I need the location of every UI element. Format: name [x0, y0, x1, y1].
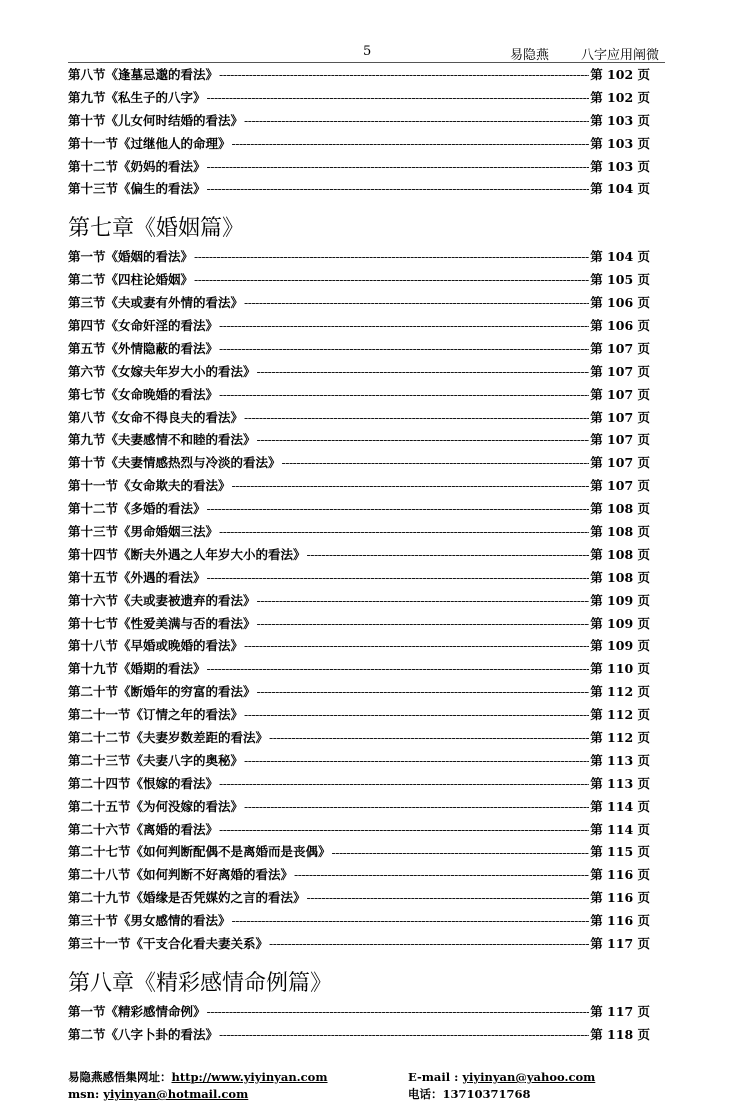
toc-entry[interactable]: [68, 635, 650, 658]
toc-entry-page: 第 107 页: [590, 432, 650, 448]
toc-entry-page: 第 109 页: [590, 615, 650, 631]
toc-entry[interactable]: [68, 681, 650, 704]
toc-entry-title: 第十一节《女命欺夫的看法》: [68, 478, 231, 494]
site-label: 易隐燕感悟集网址：: [68, 1070, 172, 1084]
toc-entry-title: 第十三节《男命婚姻三法》: [68, 524, 219, 540]
toc-entry-title: 第十八节《早婚或晚婚的看法》: [68, 638, 244, 654]
toc-entry[interactable]: [68, 796, 650, 819]
toc-entry-page: 第 110 页: [590, 661, 650, 677]
footer-left: [68, 1069, 328, 1103]
toc-entry[interactable]: [68, 750, 650, 773]
toc-entry[interactable]: [68, 269, 650, 292]
toc-entry-page: 第 113 页: [590, 752, 650, 768]
toc-entry-title: 第三节《夫或妻有外情的看法》: [68, 295, 244, 311]
toc-entry-title: 第九节《私生子的八字》: [68, 89, 206, 105]
dot-leader: [219, 773, 589, 796]
toc-entry-title: 第三十一节《干支合化看夫妻关系》: [68, 936, 269, 952]
toc-entry-page: 第 117 页: [590, 936, 650, 952]
toc-entry-title: 第六节《女嫁夫年岁大小的看法》: [68, 363, 256, 379]
toc-entry-title: 第二十八节《如何判断不好离婚的看法》: [68, 867, 294, 883]
toc-entry-page: 第 108 页: [590, 569, 650, 585]
toc-entry-title: 第十三节《偏生的看法》: [68, 181, 206, 197]
toc-entry-title: 第十二节《多婚的看法》: [68, 501, 206, 517]
toc-entry[interactable]: [68, 842, 650, 865]
dot-leader: [219, 64, 589, 87]
toc-entry-page: 第 117 页: [590, 1003, 650, 1019]
toc-entry[interactable]: [68, 910, 650, 933]
email-label: E-mail :: [408, 1070, 459, 1084]
toc-entry[interactable]: [68, 1001, 650, 1024]
toc-entry-page: 第 104 页: [590, 249, 650, 265]
toc-entry-title: 第九节《夫妻感情不和睦的看法》: [68, 432, 256, 448]
dot-leader: [244, 407, 589, 430]
dot-leader: [207, 658, 590, 681]
toc-entry-title: 第二十七节《如何判断配偶不是离婚而是丧偶》: [68, 844, 331, 860]
toc-entry[interactable]: [68, 613, 650, 636]
toc-entry-page: 第 108 页: [590, 546, 650, 562]
msn-link[interactable]: yiyinyan@hotmail.com: [103, 1087, 249, 1101]
dot-leader: [244, 292, 589, 315]
toc-entry[interactable]: [68, 933, 650, 956]
toc-entry-page: 第 114 页: [590, 798, 650, 814]
dot-leader: [194, 269, 589, 292]
toc-entry[interactable]: [68, 361, 650, 384]
dot-leader: [207, 498, 590, 521]
toc-entry-title: 第一节《精彩感情命例》: [68, 1003, 206, 1019]
toc-entry-title: 第十九节《婚期的看法》: [68, 661, 206, 677]
toc-entry-title: 第十二节《奶妈的看法》: [68, 158, 206, 174]
toc-entry[interactable]: [68, 864, 650, 887]
toc-entry[interactable]: [68, 110, 650, 133]
toc-entry-title: 第四节《女命奸淫的看法》: [68, 318, 219, 333]
dot-leader: [307, 544, 590, 567]
toc-entry-page: 第 112 页: [590, 707, 650, 723]
toc-entry-title: 第十四节《断夫外遇之人年岁大小的看法》: [68, 546, 306, 562]
page-header: [68, 38, 665, 63]
dot-leader: [207, 156, 590, 179]
toc-entry-page: 第 104 页: [590, 181, 650, 197]
toc-entry[interactable]: [68, 658, 650, 681]
dot-leader: [269, 727, 589, 750]
dot-leader: [219, 819, 589, 842]
dot-leader: [244, 796, 589, 819]
dot-leader: [232, 475, 590, 498]
msn-label: msn:: [68, 1087, 104, 1101]
dot-leader: [232, 910, 590, 933]
header-book-title: 八字应用阐微: [581, 48, 660, 63]
toc-entry[interactable]: [68, 727, 650, 750]
toc-entry-page: 第 103 页: [590, 112, 650, 128]
toc-entry-page: 第 102 页: [590, 66, 650, 82]
table-of-contents: [68, 64, 650, 1047]
toc-entry-title: 第二十一节《订情之年的看法》: [68, 707, 244, 723]
footer-right: [408, 1069, 595, 1103]
chapter-heading: 第七章《婚姻篇》: [68, 216, 245, 242]
toc-entry-title: 第二十四节《恨嫁的看法》: [68, 775, 219, 791]
toc-entry[interactable]: [68, 521, 650, 544]
toc-entry-title: 第八节《女命不得良夫的看法》: [68, 409, 244, 425]
dot-leader: [244, 704, 589, 727]
toc-entry-page: 第 107 页: [590, 409, 650, 425]
dot-leader: [244, 110, 589, 133]
toc-entry[interactable]: [68, 178, 650, 201]
toc-entry-page: 第 116 页: [590, 913, 650, 929]
toc-entry-page: 第 118 页: [590, 1026, 650, 1042]
toc-entry-page: 第 108 页: [590, 501, 650, 517]
toc-entry[interactable]: [68, 246, 650, 269]
dot-leader: [282, 452, 590, 475]
toc-entry[interactable]: [68, 407, 650, 430]
toc-entry-title: 第十一节《过继他人的命理》: [68, 135, 231, 151]
dot-leader: [194, 246, 589, 269]
toc-entry[interactable]: [68, 156, 650, 179]
toc-entry[interactable]: [68, 133, 650, 156]
dot-leader: [269, 933, 589, 956]
dot-leader: [219, 384, 589, 407]
toc-entry-page: 第 107 页: [590, 455, 650, 471]
toc-entry[interactable]: [68, 1024, 650, 1047]
toc-entry-title: 第二十六节《离婚的看法》: [68, 821, 219, 837]
dot-leader: [219, 521, 589, 544]
toc-entry-page: 第 115 页: [590, 844, 650, 860]
toc-entry[interactable]: [68, 384, 650, 407]
toc-entry-title: 第二十二节《夫妻岁数差距的看法》: [68, 730, 269, 746]
toc-entry[interactable]: [68, 567, 650, 590]
dot-leader: [257, 681, 590, 704]
dot-leader: [307, 887, 590, 910]
toc-entry[interactable]: [68, 498, 650, 521]
dot-leader: [244, 635, 589, 658]
dot-leader: [257, 429, 590, 452]
dot-leader: [207, 567, 590, 590]
toc-entry-title: 第十节《儿女何时结婚的看法》: [68, 112, 244, 128]
toc-entry-title: 第十六节《夫或妻被遗弃的看法》: [68, 592, 256, 608]
toc-entry[interactable]: [68, 590, 650, 613]
site-link[interactable]: http://www.yiyinyan.com: [171, 1070, 328, 1084]
toc-entry[interactable]: [68, 338, 650, 361]
toc-entry[interactable]: [68, 64, 650, 87]
toc-entry-page: 第 112 页: [590, 684, 650, 700]
toc-entry-page: 第 107 页: [590, 478, 650, 494]
chapter-heading: 第八章《精彩感情命例篇》: [68, 970, 333, 996]
dot-leader: [219, 315, 589, 338]
email-link[interactable]: yiyinyan@yahoo.com: [462, 1070, 596, 1084]
dot-leader: [244, 750, 589, 773]
toc-entry-page: 第 105 页: [590, 272, 650, 288]
toc-entry-page: 第 112 页: [590, 730, 650, 746]
toc-entry-title: 第二十三节《夫妻八字的奥秘》: [68, 752, 244, 768]
dot-leader: [232, 133, 590, 156]
toc-entry-page: 第 116 页: [590, 890, 650, 906]
toc-entry-title: 第一节《婚姻的看法》: [68, 249, 194, 265]
toc-entry[interactable]: [68, 292, 650, 315]
toc-entry-title: 第二十九节《婚缘是否凭媒妁之言的看法》: [68, 890, 306, 906]
dot-leader: [257, 590, 590, 613]
toc-entry[interactable]: [68, 704, 650, 727]
dot-leader: [207, 178, 590, 201]
toc-entry-title: 第二十五节《为何没嫁的看法》: [68, 798, 244, 814]
toc-entry-page: 第 107 页: [590, 386, 650, 402]
dot-leader: [294, 864, 589, 887]
toc-entry-page: 第 114 页: [590, 821, 650, 837]
toc-entry[interactable]: [68, 773, 650, 796]
toc-entry[interactable]: [68, 819, 650, 842]
header-author: 易隐燕: [510, 48, 550, 63]
dot-leader: [219, 1024, 589, 1047]
page-number: 5: [363, 44, 372, 59]
toc-entry-title: 第十七节《性爱美满与否的看法》: [68, 615, 256, 631]
dot-leader: [207, 87, 590, 110]
toc-entry-page: 第 103 页: [590, 135, 650, 151]
toc-entry[interactable]: [68, 887, 650, 910]
toc-entry[interactable]: [68, 544, 650, 567]
toc-entry-title: 第五节《外情隐蔽的看法》: [68, 340, 219, 356]
toc-entry[interactable]: [68, 475, 650, 498]
toc-entry[interactable]: [68, 452, 650, 475]
toc-entry-title: 第三十节《男女感情的看法》: [68, 913, 231, 929]
toc-entry-page: 第 102 页: [590, 89, 650, 105]
toc-entry-page: 第 108 页: [590, 524, 650, 540]
toc-entry-page: 第 103 页: [590, 158, 650, 174]
phone-number: 13710371768: [442, 1087, 531, 1101]
toc-entry[interactable]: [68, 87, 650, 110]
toc-entry-title: 第十节《夫妻情感热烈与冷淡的看法》: [68, 455, 281, 471]
toc-entry-title: 第七节《女命晚婚的看法》: [68, 386, 219, 402]
toc-entry-page: 第 113 页: [590, 775, 650, 791]
phone-label: 电话：: [408, 1087, 443, 1101]
dot-leader: [257, 361, 590, 384]
toc-entry-title: 第八节《逢墓忌邈的看法》: [68, 66, 219, 82]
toc-entry-page: 第 106 页: [590, 318, 650, 333]
toc-entry[interactable]: [68, 315, 650, 338]
dot-leader: [207, 1001, 590, 1024]
toc-entry-page: 第 106 页: [590, 295, 650, 311]
toc-entry-title: 第十五节《外遇的看法》: [68, 569, 206, 585]
dot-leader: [332, 842, 590, 865]
toc-entry-page: 第 107 页: [590, 363, 650, 379]
dot-leader: [219, 338, 589, 361]
toc-entry-page: 第 107 页: [590, 340, 650, 356]
toc-entry-title: 第二节《八字卜卦的看法》: [68, 1026, 219, 1042]
toc-entry-title: 第二节《四柱论婚姻》: [68, 272, 194, 288]
toc-entry[interactable]: [68, 429, 650, 452]
dot-leader: [257, 613, 590, 636]
toc-entry-page: 第 116 页: [590, 867, 650, 883]
toc-entry-page: 第 109 页: [590, 638, 650, 654]
toc-entry-title: 第二十节《断婚年的穷富的看法》: [68, 684, 256, 700]
toc-entry-page: 第 109 页: [590, 592, 650, 608]
